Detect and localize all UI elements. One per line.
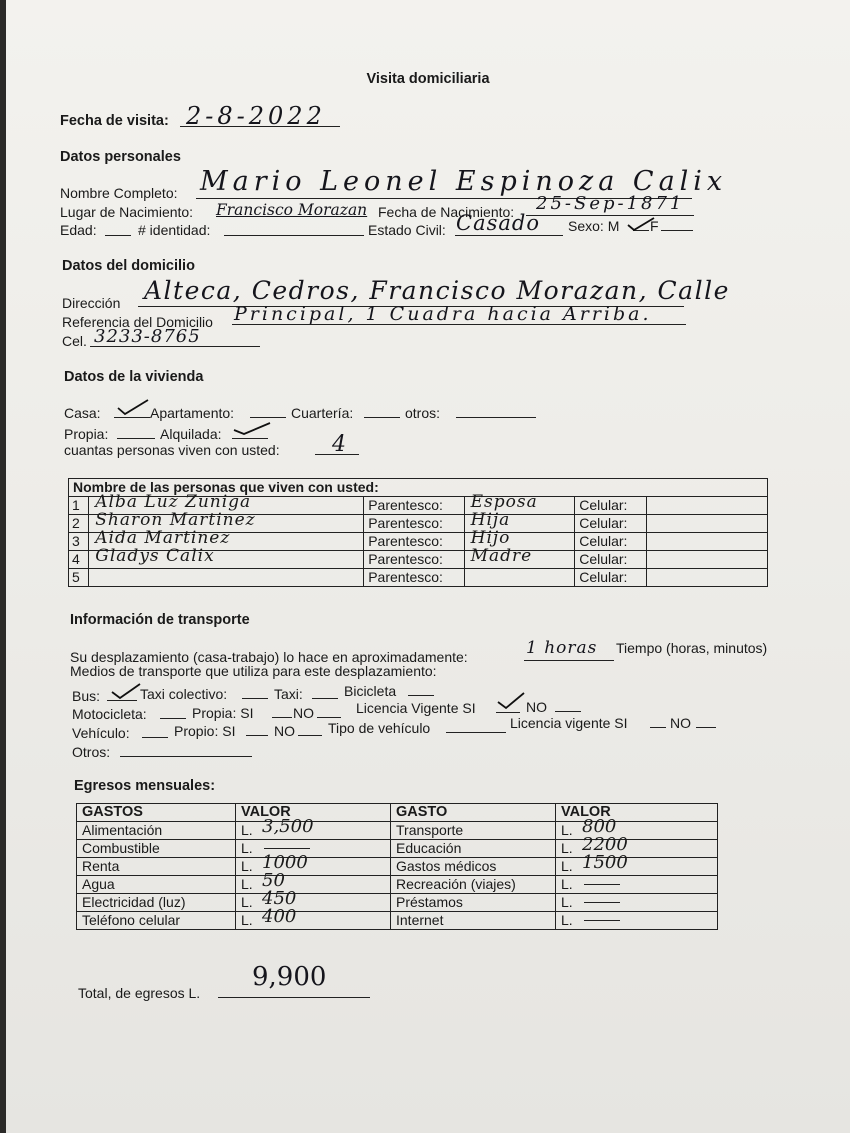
expense-value-cell[interactable] <box>556 894 718 912</box>
row-number: 5 <box>69 569 89 587</box>
parentesco-label: Parentesco: <box>364 551 464 569</box>
currency-label: L. <box>561 858 573 874</box>
apartamento-label: Apartamento: <box>150 405 235 421</box>
currency-label: L. <box>241 912 253 928</box>
person-name-cell[interactable] <box>89 546 364 569</box>
birthdate-line <box>526 215 694 216</box>
propia-si-label: Propia: SI <box>192 705 254 721</box>
person-name: Aida Martinez <box>95 528 231 548</box>
row-number: 2 <box>69 515 89 533</box>
celular-value[interactable] <box>647 533 768 551</box>
vehiculo-line <box>142 737 168 738</box>
address-value[interactable]: Alteca, Cedros, Francisco Morazan, Calle <box>144 276 730 305</box>
table-row <box>77 876 718 894</box>
birthdate-label: Fecha de Nacimiento: <box>378 204 515 220</box>
col-gasto-header: GASTO <box>391 804 556 822</box>
expense-label: Teléfono celular <box>77 912 236 930</box>
person-name: Sharon Martinez <box>95 510 256 530</box>
bus-check-icon <box>110 680 142 700</box>
persons-heading: Nombre de las personas que viven con usted: <box>69 479 768 497</box>
sex-f-label: F <box>650 218 659 234</box>
propia-no-line <box>317 717 341 718</box>
birthplace-label: Lugar de Nacimiento: <box>60 204 194 220</box>
licencia2-si-line <box>650 727 666 728</box>
address-label: Dirección <box>62 295 121 311</box>
propio-si-line <box>246 735 268 736</box>
currency-label: L. <box>241 840 253 856</box>
form-paper <box>6 0 850 1133</box>
expense-label: Combustible <box>77 840 236 858</box>
id-line <box>224 235 364 236</box>
moto-line <box>160 718 186 719</box>
bus-label: Bus: <box>72 688 101 704</box>
table-row <box>77 894 718 912</box>
otros-transport-line <box>120 756 252 757</box>
moto-label: Motocicleta: <box>72 706 147 722</box>
person-name: Alba Luz Zuniga <box>95 492 252 512</box>
person-name-cell[interactable] <box>89 569 364 587</box>
id-label: # identidad: <box>138 222 211 238</box>
commute-value[interactable]: 1 horas <box>526 638 598 658</box>
casa-check-icon <box>116 398 150 416</box>
civil-label: Estado Civil: <box>368 222 446 238</box>
expense-label: Renta <box>77 858 236 876</box>
commute-suffix: Tiempo (horas, minutos) <box>616 640 768 656</box>
dash-mark <box>584 920 620 921</box>
expense-value-cell[interactable] <box>556 834 718 858</box>
bicicleta-label: Bicicleta <box>344 683 397 699</box>
currency-label: L. <box>561 840 573 856</box>
expense-value: 50 <box>262 870 285 891</box>
expense-label: Alimentación <box>77 822 236 840</box>
expense-label: Educación <box>391 840 556 858</box>
expense-value-cell[interactable] <box>556 912 718 930</box>
commute-label: Su desplazamiento (casa-trabajo) lo hace en aproximadamente: <box>70 649 468 665</box>
relation-value: Madre <box>470 546 533 566</box>
celular-value[interactable] <box>647 515 768 533</box>
row-number: 3 <box>69 533 89 551</box>
bus-line <box>107 700 137 701</box>
table-row <box>69 569 768 587</box>
expense-label: Préstamos <box>391 894 556 912</box>
expense-label: Electricidad (luz) <box>77 894 236 912</box>
dash-mark <box>264 848 310 849</box>
apartamento-line <box>250 417 286 418</box>
relation-cell[interactable] <box>464 546 575 569</box>
parentesco-label: Parentesco: <box>364 515 464 533</box>
licencia-no-line <box>555 711 581 712</box>
commute-line <box>524 660 614 661</box>
table-row <box>69 551 768 569</box>
tipo-line <box>446 732 506 733</box>
otros-transport-label: Otros: <box>72 744 111 760</box>
alquilada-check-icon <box>232 420 272 436</box>
expenses-heading: Egresos mensuales: <box>74 778 216 794</box>
taxi-colectivo-line <box>242 698 268 699</box>
propio-si-label: Propio: SI <box>174 723 236 739</box>
propia-label: Propia: <box>64 426 109 442</box>
expense-value-cell[interactable] <box>236 840 391 858</box>
currency-label: L. <box>561 912 573 928</box>
propia-line <box>117 438 155 439</box>
col-valor2-header: VALOR <box>556 804 718 822</box>
expense-value: 3,500 <box>262 816 314 837</box>
licencia-check-icon <box>496 690 526 712</box>
row-number: 1 <box>69 497 89 515</box>
transport-heading: Información de transporte <box>70 612 250 628</box>
visit-date-value[interactable]: 2-8-2022 <box>186 102 326 130</box>
currency-label: L. <box>561 894 573 910</box>
alquilada-label: Alquilada: <box>160 426 222 442</box>
expense-value-cell[interactable] <box>556 876 718 894</box>
expense-value-cell[interactable] <box>556 816 718 840</box>
expense-label: Gastos médicos <box>391 858 556 876</box>
name-value[interactable]: Mario Leonel Espinoza Calix <box>200 166 728 197</box>
celular-value[interactable] <box>647 569 768 587</box>
sex-label: Sexo: M <box>568 218 620 234</box>
expense-value-cell[interactable] <box>236 888 391 912</box>
licencia-si-line <box>496 712 520 713</box>
otros-label: otros: <box>405 405 441 421</box>
age-line <box>105 235 131 236</box>
taxi-colectivo-label: Taxi colectivo: <box>140 686 228 702</box>
reference-label: Referencia del Domicilio <box>62 314 213 330</box>
propia-no-label: NO <box>293 705 314 721</box>
civil-value[interactable]: Casado <box>456 211 540 235</box>
celular-label: Celular: <box>575 551 647 569</box>
propia-si-line <box>272 717 292 718</box>
propio-no-line <box>298 735 322 736</box>
visit-date-label: Fecha de visita: <box>60 113 169 129</box>
phone-label: Cel. <box>62 333 87 349</box>
expense-label: Transporte <box>391 822 556 840</box>
currency-label: L. <box>561 876 573 892</box>
currency-label: L. <box>241 858 253 874</box>
expense-value: 1000 <box>262 852 308 873</box>
expense-value-cell[interactable] <box>236 870 391 894</box>
celular-label: Celular: <box>575 569 647 587</box>
table-row <box>77 858 718 876</box>
otros-line <box>456 417 536 418</box>
expense-value: 1500 <box>582 852 628 873</box>
expense-value: 800 <box>582 816 617 837</box>
expenses-table <box>76 803 718 930</box>
currency-label: L. <box>241 822 253 838</box>
total-line <box>218 997 370 998</box>
reference-value[interactable]: Principal, 1 Cuadra hacia Arriba. <box>234 303 652 325</box>
cuarteria-line <box>364 417 400 418</box>
casa-line <box>114 417 150 418</box>
parentesco-label: Parentesco: <box>364 569 464 587</box>
expense-value: 450 <box>262 888 297 909</box>
casa-label: Casa: <box>64 405 101 421</box>
relation-value: Hija <box>470 510 511 530</box>
col-valor-header: VALOR <box>236 804 391 822</box>
expense-value-cell[interactable] <box>236 816 391 840</box>
expense-value-cell[interactable] <box>236 906 391 930</box>
table-row <box>77 912 718 930</box>
col-gastos-header: GASTOS <box>77 804 236 822</box>
persons-table <box>68 478 768 587</box>
name-label: Nombre Completo: <box>60 185 178 201</box>
alquilada-line <box>232 438 268 439</box>
vehiculo-label: Vehículo: <box>72 725 130 741</box>
currency-label: L. <box>241 876 253 892</box>
form-title: Visita domiciliaria <box>366 71 490 87</box>
people-value[interactable]: 4 <box>332 432 346 457</box>
cuarteria-label: Cuartería: <box>291 405 354 421</box>
housing-heading: Datos de la vivienda <box>64 369 204 385</box>
celular-value[interactable] <box>647 551 768 569</box>
expense-label: Agua <box>77 876 236 894</box>
birthdate-value[interactable]: 25-Sep-1871 <box>536 193 685 214</box>
celular-label: Celular: <box>575 515 647 533</box>
people-label: cuantas personas viven con usted: <box>64 442 280 458</box>
celular-label: Celular: <box>575 533 647 551</box>
civil-line <box>455 235 563 236</box>
celular-label: Celular: <box>575 497 647 515</box>
expense-label: Recreación (viajes) <box>391 876 556 894</box>
relation-value: Hijo <box>470 528 511 548</box>
licencia-no-label: NO <box>526 699 547 715</box>
birthplace-value[interactable]: Francisco Morazan <box>216 201 368 219</box>
licencia2-label: Licencia vigente SI <box>510 715 628 731</box>
total-label: Total, de egresos L. <box>78 985 201 1001</box>
licencia2-no-label: NO <box>670 715 691 731</box>
means-label: Medios de transporte que utiliza para este desplazamiento: <box>70 663 437 679</box>
parentesco-label: Parentesco: <box>364 533 464 551</box>
celular-value[interactable] <box>647 497 768 515</box>
expense-value-cell[interactable] <box>556 852 718 876</box>
expense-value: 2200 <box>582 834 628 855</box>
currency-label: L. <box>561 822 573 838</box>
expense-value-cell[interactable] <box>236 852 391 876</box>
expense-value: 400 <box>262 906 297 927</box>
relation-cell[interactable] <box>464 569 575 587</box>
personal-heading: Datos personales <box>60 149 181 165</box>
dash-mark <box>584 902 620 903</box>
total-value[interactable]: 9,900 <box>252 962 327 992</box>
relation-value: Esposa <box>470 492 538 512</box>
licencia-label: Licencia Vigente SI <box>356 700 476 716</box>
propio-no-label: NO <box>274 723 295 739</box>
bicicleta-line <box>408 695 434 696</box>
phone-value[interactable]: 3233-8765 <box>94 326 201 347</box>
taxi-line <box>312 698 338 699</box>
taxi-label: Taxi: <box>274 686 303 702</box>
row-number: 4 <box>69 551 89 569</box>
licencia2-no-line <box>696 727 716 728</box>
sex-f-line <box>661 230 693 231</box>
parentesco-label: Parentesco: <box>364 497 464 515</box>
expenses-header-row <box>77 804 718 822</box>
age-label: Edad: <box>60 222 97 238</box>
person-name: Gladys Calix <box>95 546 215 566</box>
domicile-heading: Datos del domicilio <box>62 258 195 274</box>
expense-label: Internet <box>391 912 556 930</box>
dash-mark <box>584 884 620 885</box>
tipo-label: Tipo de vehículo <box>328 720 431 736</box>
currency-label: L. <box>241 894 253 910</box>
